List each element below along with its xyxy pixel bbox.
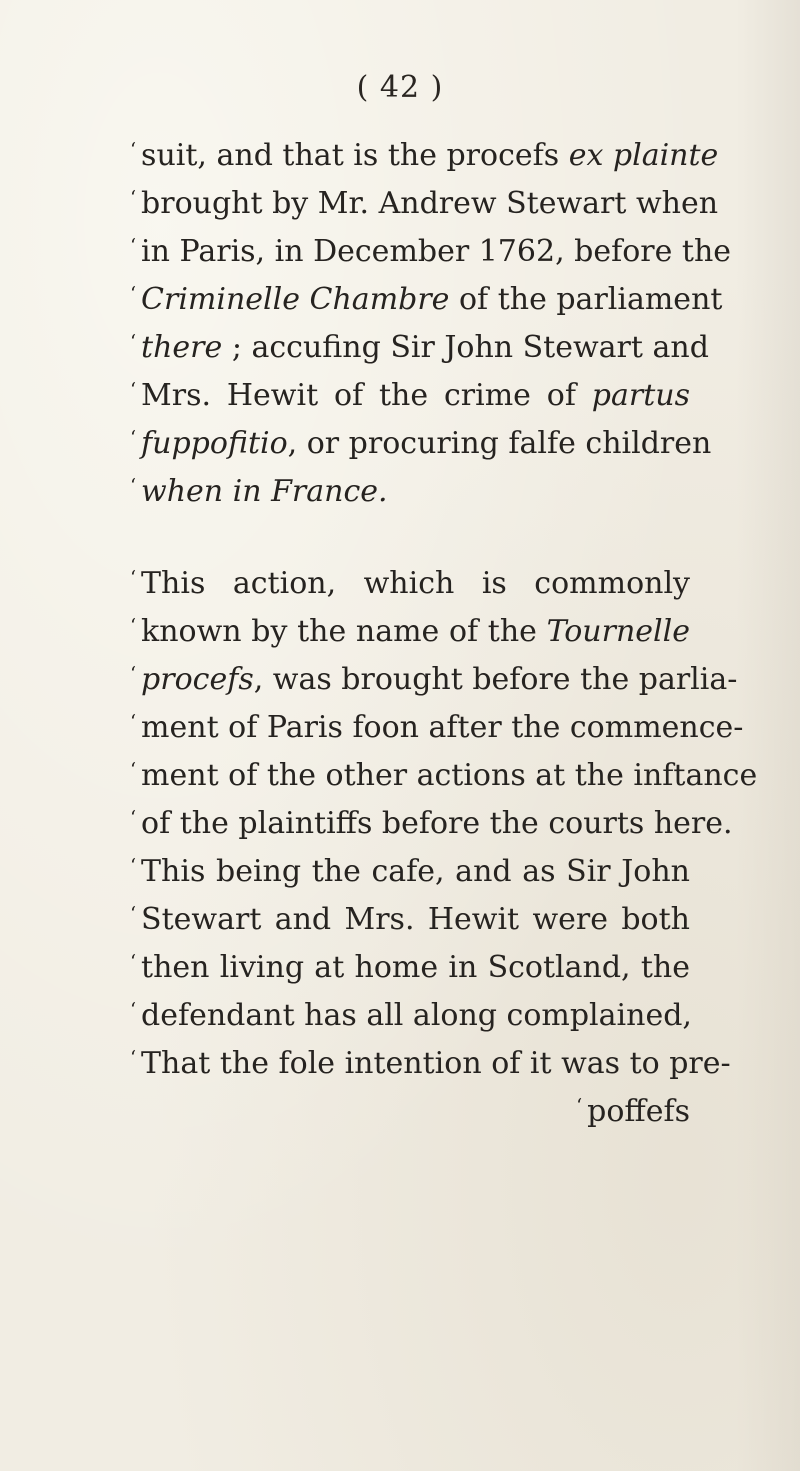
quote-mark: ‘ [130, 331, 137, 353]
text-line [130, 698, 744, 746]
quote-mark: ‘ [130, 711, 137, 733]
text-line [130, 650, 738, 698]
text-run: ment of the other actions at the inftance [141, 758, 758, 793]
quote-mark: ‘ [130, 903, 137, 925]
text-run: , or procuring falfe children [287, 426, 712, 461]
italic-text: when in France. [141, 474, 388, 509]
paragraph [130, 126, 732, 510]
text-run: , was brought before the parlia- [253, 662, 738, 697]
italic-text: Criminelle Chambre [141, 282, 450, 317]
text-line [130, 414, 712, 462]
text-run: in Paris, in December 1762, before the [141, 234, 732, 269]
text-run: Mrs. Hewit of the crime of [141, 378, 592, 413]
italic-text: Tournelle [546, 614, 690, 649]
text-run: of the plaintiffs before the courts here. [141, 806, 733, 841]
quote-mark: ‘ [130, 855, 137, 877]
text-run: This action, which is commonly [141, 566, 690, 601]
quote-mark: ‘ [130, 567, 137, 589]
quote-mark: ‘ [130, 663, 137, 685]
text-line [130, 462, 690, 510]
text-run: Stewart and Mrs. Hewit were both [141, 902, 690, 937]
text-line [130, 1034, 731, 1082]
text-line [130, 842, 690, 890]
quote-mark: ‘ [130, 759, 137, 781]
text-line [130, 174, 719, 222]
text-run: ment of Paris foon after the commence- [141, 710, 744, 745]
quote-mark: ‘ [130, 139, 137, 161]
quote-mark: ‘ [130, 427, 137, 449]
quote-mark: ‘ [130, 1047, 137, 1069]
text-run: This being the cafe, and as Sir John [141, 854, 690, 889]
text-line [130, 270, 723, 318]
quote-mark: ‘ [130, 807, 137, 829]
text-line [130, 222, 732, 270]
quote-mark: ‘ [130, 187, 137, 209]
text-run: That the fole intention of it was to pre- [141, 1046, 731, 1081]
quote-mark: ‘ [130, 475, 137, 497]
italic-text: there [141, 330, 223, 365]
text-line [130, 938, 690, 986]
page-number: ( 42 ) [356, 70, 444, 105]
text-line [130, 986, 690, 1034]
text-line [130, 602, 690, 650]
quote-mark: ‘ [130, 615, 137, 637]
italic-text: ex plainte [568, 138, 719, 173]
text-run: suit, and that is the procefs [141, 138, 569, 173]
text-line [130, 366, 690, 414]
text-run: poffefs [587, 1094, 690, 1129]
text-run: known by the name of the [141, 614, 547, 649]
paragraph [130, 554, 758, 1130]
quote-mark: ‘ [576, 1095, 583, 1117]
text-run: defendant has all along complained, [141, 998, 692, 1033]
text-line [130, 794, 733, 842]
text-line [130, 318, 709, 366]
italic-text: partus [591, 378, 690, 413]
text-run: then living at home in Scotland, the [141, 950, 690, 985]
text-line [130, 890, 690, 938]
body-text [130, 126, 758, 1130]
text-run: of the parliament [449, 282, 723, 317]
italic-text: fuppofitio [141, 426, 288, 461]
quote-mark: ‘ [130, 235, 137, 257]
quote-mark: ‘ [130, 951, 137, 973]
text-run: ; accufing Sir John Stewart and [222, 330, 709, 365]
text-line [130, 126, 719, 174]
text-run: brought by Mr. Andrew Stewart when [141, 186, 719, 221]
quote-mark: ‘ [130, 283, 137, 305]
italic-text: procefs [141, 662, 254, 697]
text-line [130, 554, 690, 602]
text-line [130, 746, 758, 794]
quote-mark: ‘ [130, 379, 137, 401]
quote-mark: ‘ [130, 999, 137, 1021]
text-line [130, 1082, 690, 1130]
